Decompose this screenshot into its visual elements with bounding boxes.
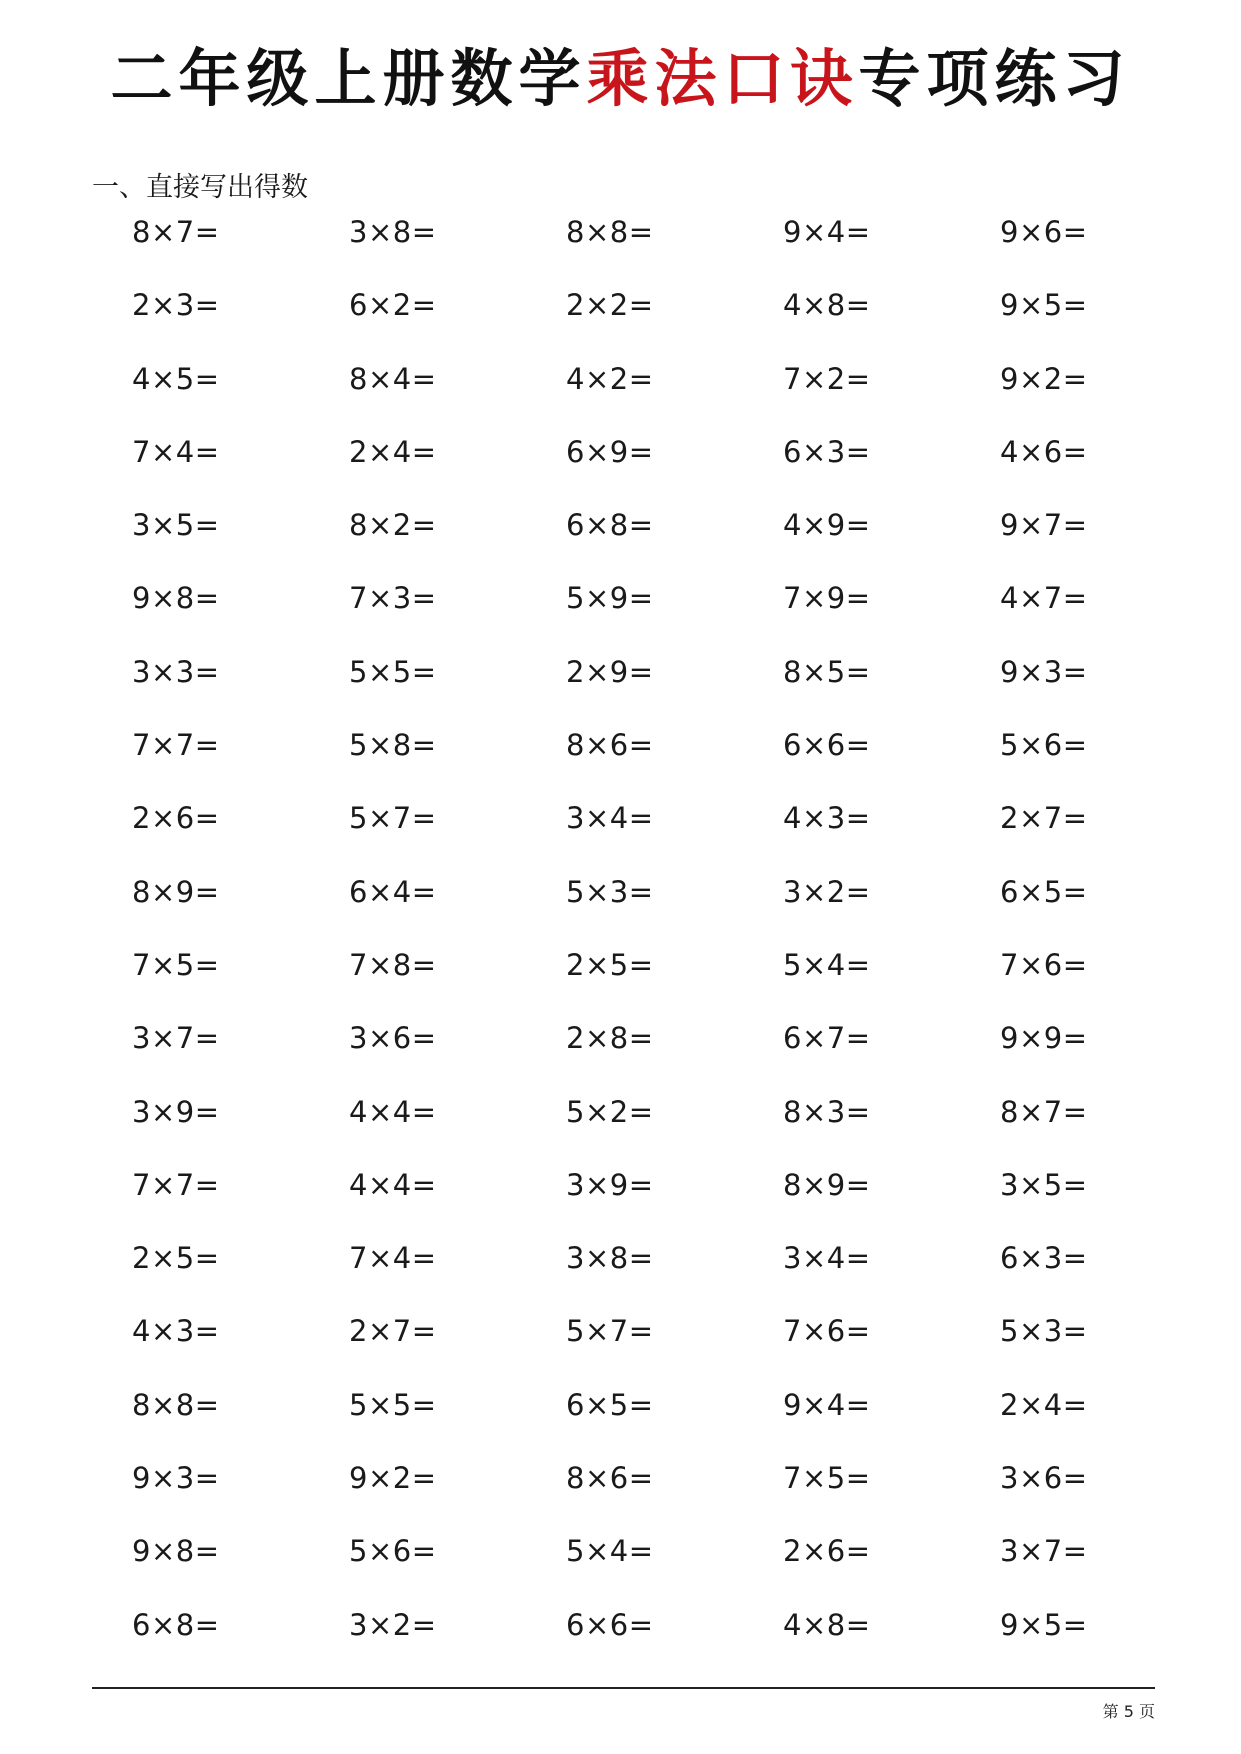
multiplication-problem: 3×4= <box>783 1241 871 1276</box>
multiplication-problem: 7×6= <box>783 1314 871 1349</box>
multiplication-problem: 4×7= <box>1000 581 1088 616</box>
multiplication-problem: 8×2= <box>349 508 437 543</box>
multiplication-problem: 8×5= <box>783 654 871 689</box>
multiplication-problem: 2×6= <box>132 801 220 836</box>
multiplication-problem: 6×5= <box>1000 874 1088 909</box>
multiplication-problem: 6×3= <box>783 434 871 469</box>
multiplication-problem: 7×4= <box>132 434 220 469</box>
multiplication-problem: 6×2= <box>349 288 437 323</box>
multiplication-problem: 2×7= <box>1000 801 1088 836</box>
multiplication-problem: 3×6= <box>1000 1461 1088 1496</box>
multiplication-problem: 2×9= <box>566 654 654 689</box>
multiplication-problem: 5×3= <box>566 874 654 909</box>
multiplication-problem: 2×4= <box>349 434 437 469</box>
multiplication-problem: 5×2= <box>566 1094 654 1129</box>
multiplication-problem: 3×4= <box>566 801 654 836</box>
title-part-practice: 专项练习 <box>858 42 1131 115</box>
multiplication-problem: 4×4= <box>349 1167 437 1202</box>
multiplication-problem: 6×4= <box>349 874 437 909</box>
multiplication-problem: 8×7= <box>132 215 220 249</box>
multiplication-problem: 5×4= <box>566 1534 654 1569</box>
multiplication-problem: 6×5= <box>566 1387 654 1422</box>
multiplication-problem: 9×2= <box>349 1461 437 1496</box>
multiplication-problem: 3×8= <box>349 215 437 249</box>
multiplication-problem: 7×3= <box>349 581 437 616</box>
multiplication-problem: 2×2= <box>566 288 654 323</box>
multiplication-problem: 5×5= <box>349 654 437 689</box>
multiplication-problem: 2×3= <box>132 288 220 323</box>
multiplication-problem: 9×2= <box>1000 361 1088 396</box>
title-part-grade: 二年级上册数学 <box>110 42 587 115</box>
multiplication-problem: 7×9= <box>783 581 871 616</box>
multiplication-problem: 4×3= <box>783 801 871 836</box>
multiplication-problem: 9×5= <box>1000 288 1088 323</box>
multiplication-problem: 5×8= <box>349 728 437 763</box>
multiplication-problem: 9×4= <box>783 215 871 249</box>
multiplication-problem: 3×2= <box>349 1607 437 1642</box>
multiplication-problem: 3×9= <box>132 1094 220 1129</box>
multiplication-problem: 6×6= <box>566 1607 654 1642</box>
multiplication-problem: 7×7= <box>132 728 220 763</box>
multiplication-problem: 2×5= <box>132 1241 220 1276</box>
multiplication-problem: 5×6= <box>1000 728 1088 763</box>
multiplication-problem: 8×6= <box>566 728 654 763</box>
multiplication-problem: 3×7= <box>1000 1534 1088 1569</box>
multiplication-problem: 8×6= <box>566 1461 654 1496</box>
multiplication-problem: 8×8= <box>132 1387 220 1422</box>
multiplication-problem: 7×8= <box>349 947 437 982</box>
multiplication-problem: 4×6= <box>1000 434 1088 469</box>
multiplication-problem: 4×8= <box>783 288 871 323</box>
multiplication-problem: 3×2= <box>783 874 871 909</box>
multiplication-problem: 8×7= <box>1000 1094 1088 1129</box>
multiplication-problem: 9×8= <box>132 1534 220 1569</box>
multiplication-problem: 4×9= <box>783 508 871 543</box>
multiplication-problem: 3×3= <box>132 654 220 689</box>
multiplication-problem: 7×5= <box>132 947 220 982</box>
multiplication-problem: 4×2= <box>566 361 654 396</box>
multiplication-problem: 3×6= <box>349 1021 437 1056</box>
multiplication-problem: 2×4= <box>1000 1387 1088 1422</box>
multiplication-problem: 5×3= <box>1000 1314 1088 1349</box>
multiplication-problem: 6×8= <box>132 1607 220 1642</box>
multiplication-problem: 6×7= <box>783 1021 871 1056</box>
multiplication-problem: 3×8= <box>566 1241 654 1276</box>
page-title <box>0 34 1241 124</box>
multiplication-problem: 8×8= <box>566 215 654 249</box>
multiplication-problem: 2×5= <box>566 947 654 982</box>
multiplication-problem: 9×8= <box>132 581 220 616</box>
footer-divider <box>92 1687 1155 1689</box>
multiplication-problem: 9×4= <box>783 1387 871 1422</box>
multiplication-problem: 7×4= <box>349 1241 437 1276</box>
multiplication-problem: 4×3= <box>132 1314 220 1349</box>
problem-grid <box>132 210 1132 1676</box>
multiplication-problem: 2×8= <box>566 1021 654 1056</box>
multiplication-problem: 7×5= <box>783 1461 871 1496</box>
multiplication-problem: 3×5= <box>132 508 220 543</box>
multiplication-problem: 5×5= <box>349 1387 437 1422</box>
multiplication-problem: 2×6= <box>783 1534 871 1569</box>
multiplication-problem: 9×5= <box>1000 1607 1088 1642</box>
title-part-topic: 乘法口诀 <box>586 42 859 115</box>
multiplication-problem: 9×6= <box>1000 215 1088 249</box>
multiplication-problem: 5×6= <box>349 1534 437 1569</box>
multiplication-problem: 5×4= <box>783 947 871 982</box>
multiplication-problem: 7×6= <box>1000 947 1088 982</box>
multiplication-problem: 4×8= <box>783 1607 871 1642</box>
multiplication-problem: 9×3= <box>1000 654 1088 689</box>
multiplication-problem: 9×3= <box>132 1461 220 1496</box>
multiplication-problem: 4×5= <box>132 361 220 396</box>
multiplication-problem: 6×8= <box>566 508 654 543</box>
multiplication-problem: 7×2= <box>783 361 871 396</box>
multiplication-problem: 6×9= <box>566 434 654 469</box>
multiplication-problem: 3×5= <box>1000 1167 1088 1202</box>
multiplication-problem: 8×9= <box>132 874 220 909</box>
multiplication-problem: 5×7= <box>349 801 437 836</box>
multiplication-problem: 5×7= <box>566 1314 654 1349</box>
multiplication-problem: 8×3= <box>783 1094 871 1129</box>
multiplication-problem: 3×7= <box>132 1021 220 1056</box>
page-number: 第 5 页 <box>1102 1702 1155 1721</box>
multiplication-problem: 8×4= <box>349 361 437 396</box>
multiplication-problem: 7×7= <box>132 1167 220 1202</box>
multiplication-problem: 2×7= <box>349 1314 437 1349</box>
section-heading: 一、直接写出得数 <box>92 172 308 203</box>
multiplication-problem: 3×9= <box>566 1167 654 1202</box>
multiplication-problem: 9×7= <box>1000 508 1088 543</box>
multiplication-problem: 5×9= <box>566 581 654 616</box>
multiplication-problem: 4×4= <box>349 1094 437 1129</box>
multiplication-problem: 9×9= <box>1000 1021 1088 1056</box>
multiplication-problem: 8×9= <box>783 1167 871 1202</box>
multiplication-problem: 6×6= <box>783 728 871 763</box>
multiplication-problem: 6×3= <box>1000 1241 1088 1276</box>
